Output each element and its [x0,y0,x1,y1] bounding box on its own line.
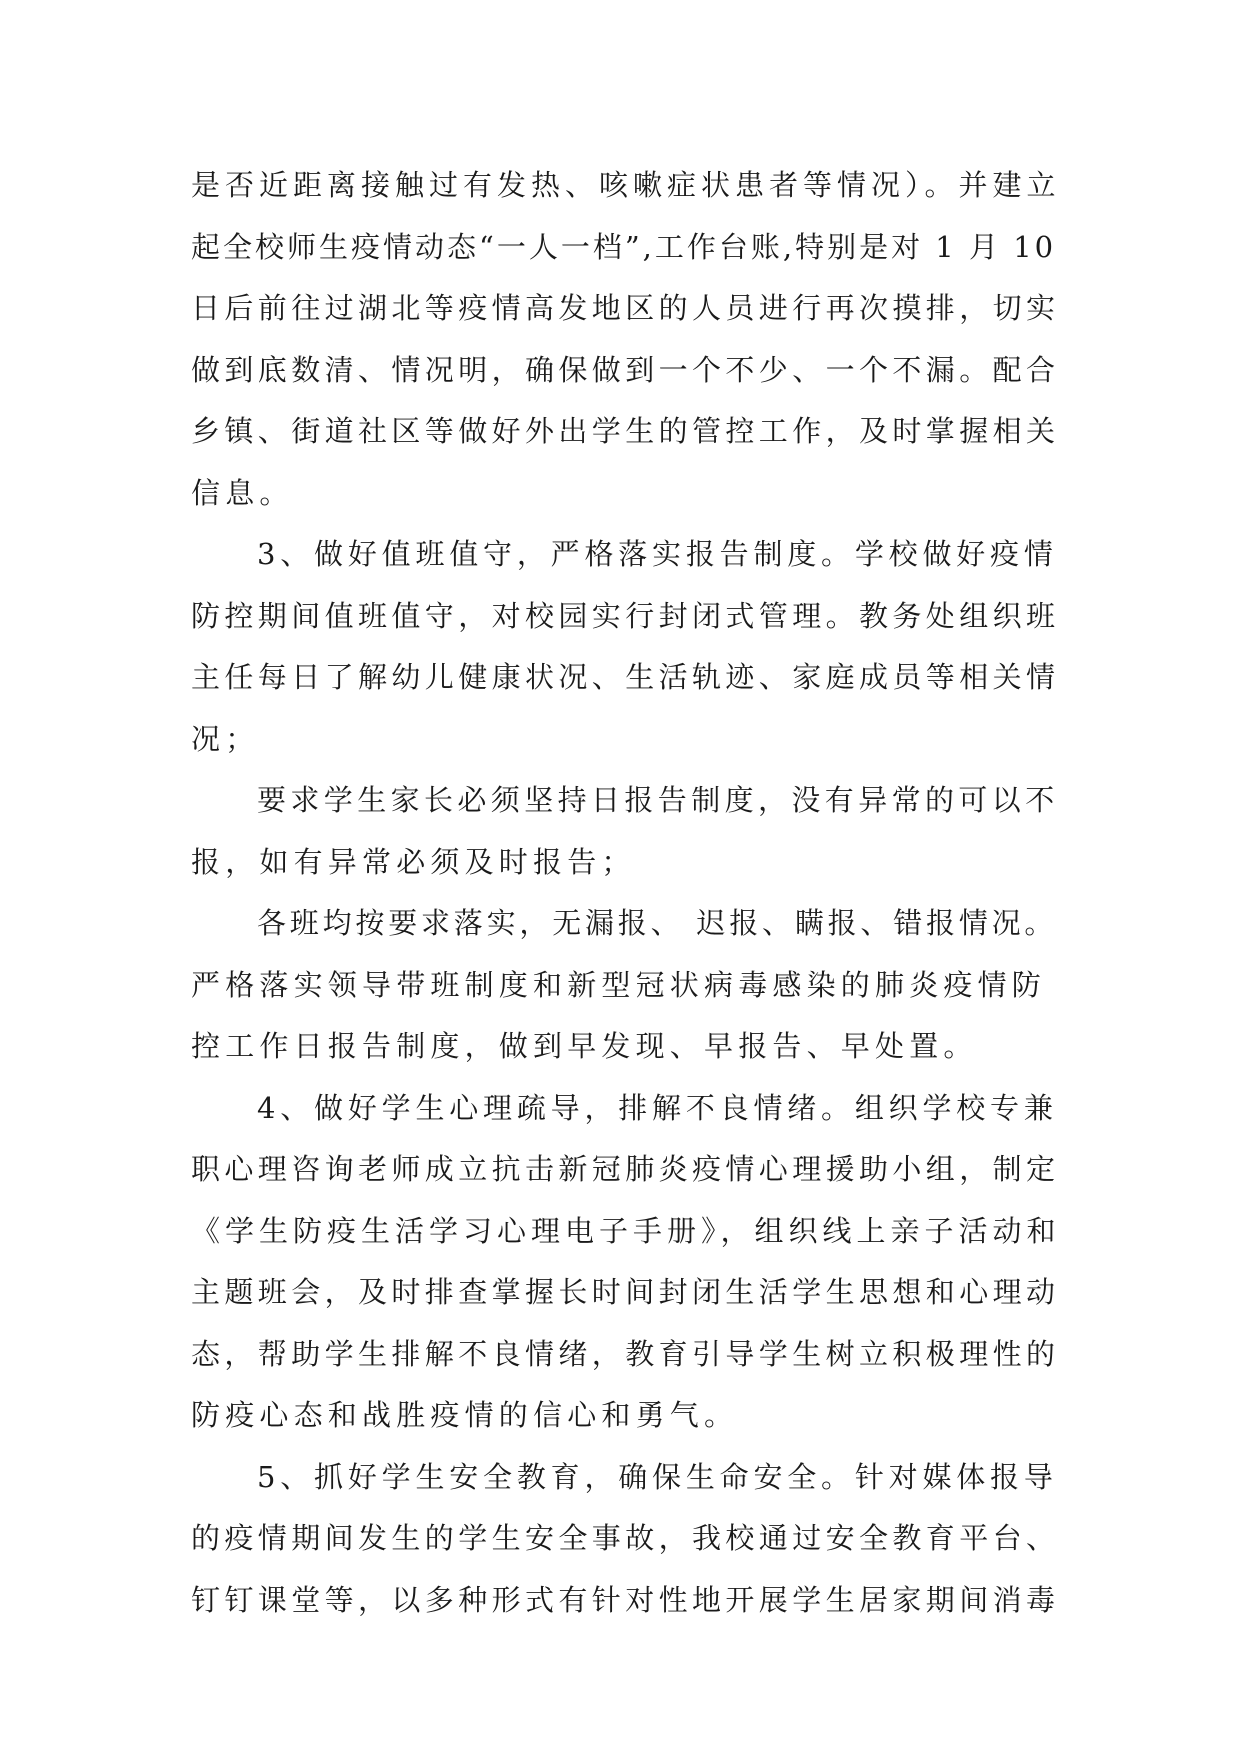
text-line: 控工作日报告制度，做到早发现、早报告、早处置。 [191,1029,978,1063]
text-line: 主任每日了解幼儿健康状况、生活轨迹、家庭成员等相关情 [191,660,1060,694]
text-line: 态，帮助学生排解不良情绪，教育引导学生树立积极理性的 [191,1336,1060,1371]
text-line: 要求学生家长必须坚持日报告制度，没有异常的可以不 [257,783,1059,817]
text-line: 防控期间值班值守，对校园实行封闭式管理。教务处组织班 [191,598,1060,633]
text-line: 是否近距离接触过有发热、咳嗽症状患者等情况）。并建立 [191,168,1061,202]
text-line: 报，如有异常必须及时报告； [191,844,636,879]
text-line: 职心理咨询老师成立抗击新冠肺炎疫情心理援助小组，制定 [191,1152,1060,1186]
text-line: 防疫心态和战胜疫情的信心和勇气。 [191,1398,739,1432]
text-line: 各班均按要求落实，无漏报、 迟报、瞒报、错报情况。 [257,906,1058,940]
text-line: 5、抓好学生安全教育，确保生命安全。针对媒体报导 [257,1459,1058,1494]
text-line: 主题班会，及时排查掌握长时间封闭生活学生思想和心理动 [191,1275,1060,1309]
text-line: 的疫情期间发生的学生安全事故，我校通过安全教育平台、 [191,1521,1060,1555]
text-line: 《学生防疫生活学习心理电子手册》，组织线上亲子活动和 [191,1213,1061,1248]
text-line: 做到底数清、情况明，确保做到一个不少、一个不漏。配合 [191,352,1060,387]
text-line: 日后前往过湖北等疫情高发地区的人员进行再次摸排，切实 [191,291,1060,325]
text-line: 起全校师生疫情动态“一人一档”,工作台账,特别是对 1 月 10 [191,229,1057,264]
text-line: 乡镇、街道社区等做好外出学生的管控工作，及时掌握相关 [191,414,1060,448]
text-line: 4、做好学生心理疏导，排解不良情绪。组织学校专兼 [257,1090,1058,1125]
text-line: 3、做好值班值守，严格落实报告制度。学校做好疫情 [257,537,1058,571]
text-line: 钉钉课堂等，以多种形式有针对性地开展学生居家期间消毒 [191,1582,1060,1617]
text-line: 严格落实领导带班制度和新型冠状病毒感染的肺炎疫情防 [191,967,1047,1002]
document-body [191,155,1061,1631]
text-line: 信息。 [191,475,294,510]
text-line: 况； [191,721,260,756]
